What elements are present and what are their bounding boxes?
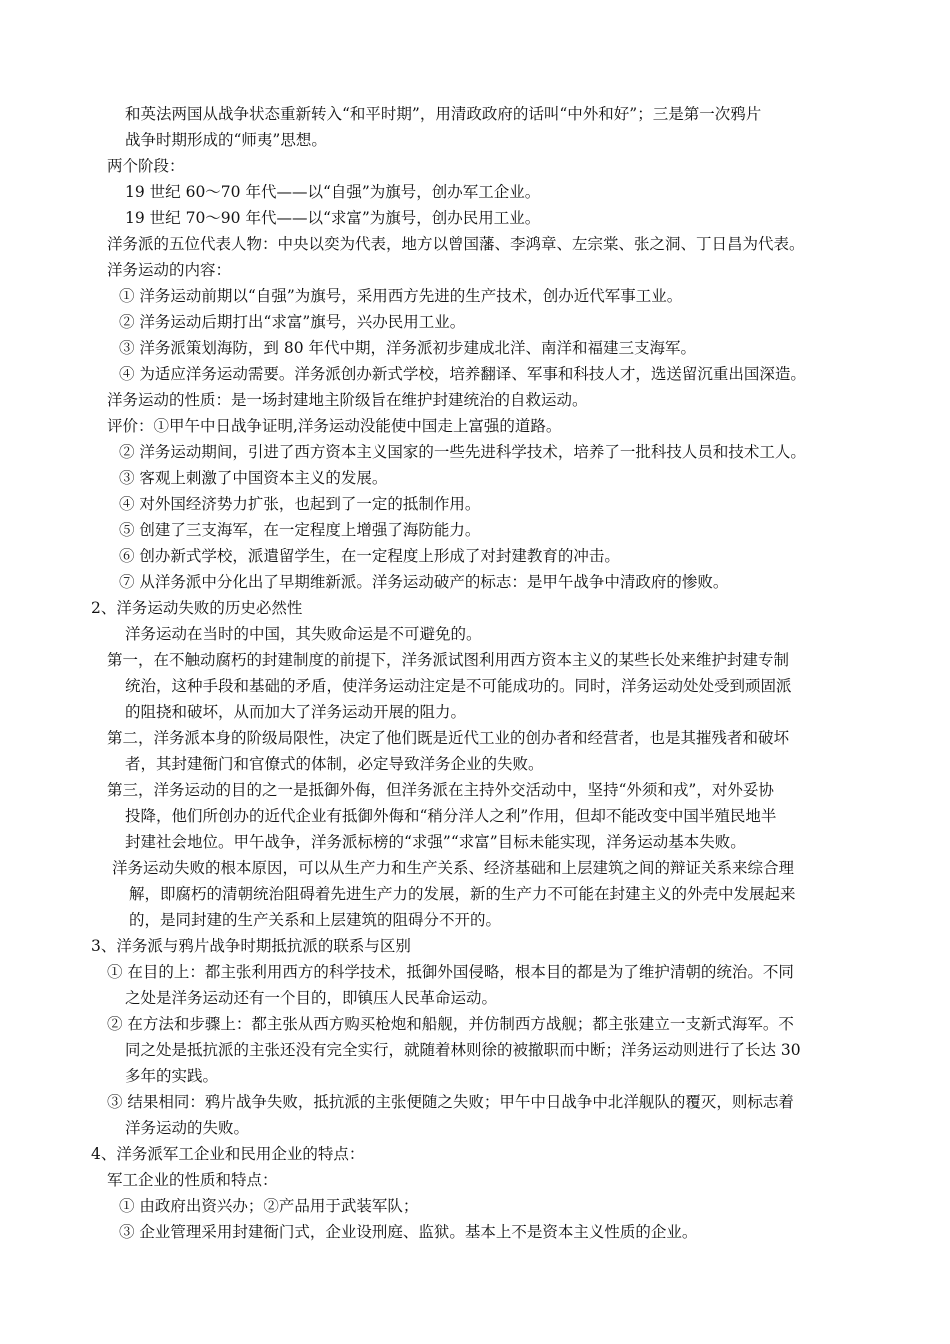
text-line: 战争时期形成的“师夷”思想。 [125,131,327,149]
text-line: 洋务运动在当时的中国，其失败命运是不可避免的。 [125,625,482,643]
text-line: ⑤ 创建了三支海军，在一定程度上增强了海防能力。 [119,521,481,539]
text-line: 解，即腐朽的清朝统治阻碍着先进生产力的发展，新的生产力不可能在封建主义的外壳中发展起来 [129,885,796,903]
text-line: 多年的实践。 [125,1067,219,1085]
text-line: ② 洋务运动后期打出“求富”旗号，兴办民用工业。 [119,313,466,331]
text-line: 两个阶段： [107,157,185,175]
text-line: 者，其封建衙门和官僚式的体制，必定导致洋务企业的失败。 [125,755,544,773]
text-line: 同之处是抵抗派的主张还没有完全实行，就随着林则徐的被撤职而中断；洋务运动则进行了长达 30 [125,1041,801,1059]
text-line: 洋务运动的性质：是一场封建地主阶级旨在维护封建统治的自救运动。 [107,391,588,409]
text-line: ③ 结果相同：鸦片战争失败，抵抗派的主张便随之失败；甲午中日战争中北洋舰队的覆灭，则标志着 [107,1093,794,1111]
text-line: ③ 洋务派策划海防，到 80 年代中期，洋务派初步建成北洋、南洋和福建三支海军。 [119,339,697,357]
text-line: ④ 为适应洋务运动需要。洋务派创办新式学校，培养翻译、军事和科技人才，选送留沉重出国深造。 [119,365,806,383]
text-line: ① 洋务运动前期以“自强”为旗号，采用西方先进的生产技术，创办近代军事工业。 [119,287,683,305]
text-line: ② 洋务运动期间，引进了西方资本主义国家的一些先进科学技术，培养了一批科技人员和技术工人。 [119,443,806,461]
text-line: 和英法两国从战争状态重新转入“和平时期”，用清政政府的话叫“中外和好”；三是第一次鸦片 [125,105,762,123]
text-line: 洋务派的五位代表人物：中央以奕为代表，地方以曾国藩、李鸿章、左宗棠、张之洞、丁日昌为代表。 [107,235,805,253]
text-line: 洋务运动的内容： [107,261,232,279]
text-line: ③ 企业管理采用封建衙门式，企业设刑庭、监狱。基本上不是资本主义性质的企业。 [119,1223,698,1241]
text-line: ③ 客观上刺激了中国资本主义的发展。 [119,469,388,487]
text-line: 19 世纪 70～90 年代——以“求富”为旗号，创办民用工业。 [125,209,541,227]
section-heading: 3、洋务派与鸦片战争时期抵抗派的联系与区别 [91,937,411,955]
text-line: ⑥ 创办新式学校，派遣留学生，在一定程度上形成了对封建教育的冲击。 [119,547,620,565]
text-line: 第二，洋务派本身的阶级局限性，决定了他们既是近代工业的创办者和经营者，也是其摧残者和破坏 [107,729,790,747]
text-line: ① 由政府出资兴办；②产品用于武装军队； [119,1197,419,1215]
text-line: 19 世纪 60～70 年代——以“自强”为旗号，创办军工企业。 [125,183,541,201]
text-line: 统治，这种手段和基础的矛盾，使洋务运动注定是不可能成功的。同时，洋务运动处处受到顽固派 [125,677,792,695]
text-line: 投降，他们所创办的近代企业有抵御外侮和“稍分洋人之利”作用，但却不能改变中国半殖民地半 [125,807,777,825]
text-line: 之处是洋务运动还有一个目的，即镇压人民革命运动。 [125,989,498,1007]
text-line: 洋务运动的失败。 [125,1119,250,1137]
text-line: 第一，在不触动腐朽的封建制度的前提下，洋务派试图利用西方资本主义的某些长处来维护封建专制 [107,651,790,669]
section-heading: 2、洋务运动失败的历史必然性 [91,599,303,617]
text-line: ① 在目的上：都主张利用西方的科学技术，抵御外国侵略，根本目的都是为了维护清朝的统治。不同 [107,963,794,981]
text-line: 评价：①甲午中日战争证明,洋务运动没能使中国走上富强的道路。 [107,417,562,435]
section-heading: 4、洋务派军工企业和民用企业的特点： [91,1145,365,1163]
text-line: 的，是同封建的生产关系和上层建筑的阻碍分不开的。 [129,911,502,929]
text-line: 的阻挠和破坏，从而加大了洋务运动开展的阻力。 [125,703,467,721]
text-line: ⑦ 从洋务派中分化出了早期维新派。洋务运动破产的标志：是甲午战争中清政府的惨败。 [119,573,729,591]
text-line: 第三，洋务运动的目的之一是抵御外侮，但洋务派在主持外交活动中，坚持“外须和戎”，对外妥协 [107,781,774,799]
text-line: ② 在方法和步骤上：都主张从西方购买枪炮和船舰，并仿制西方战舰；都主张建立一支新式海军。不 [107,1015,794,1033]
text-line: ④ 对外国经济势力扩张，也起到了一定的抵制作用。 [119,495,481,513]
text-line: 军工企业的性质和特点： [107,1171,278,1189]
text-line: 封建社会地位。甲午战争，洋务派标榜的“求强”“求富”目标未能实现，洋务运动基本失败。 [125,833,746,851]
text-line: 洋务运动失败的根本原因，可以从生产力和生产关系、经济基础和上层建筑之间的辩证关系来综合理 [112,859,795,877]
